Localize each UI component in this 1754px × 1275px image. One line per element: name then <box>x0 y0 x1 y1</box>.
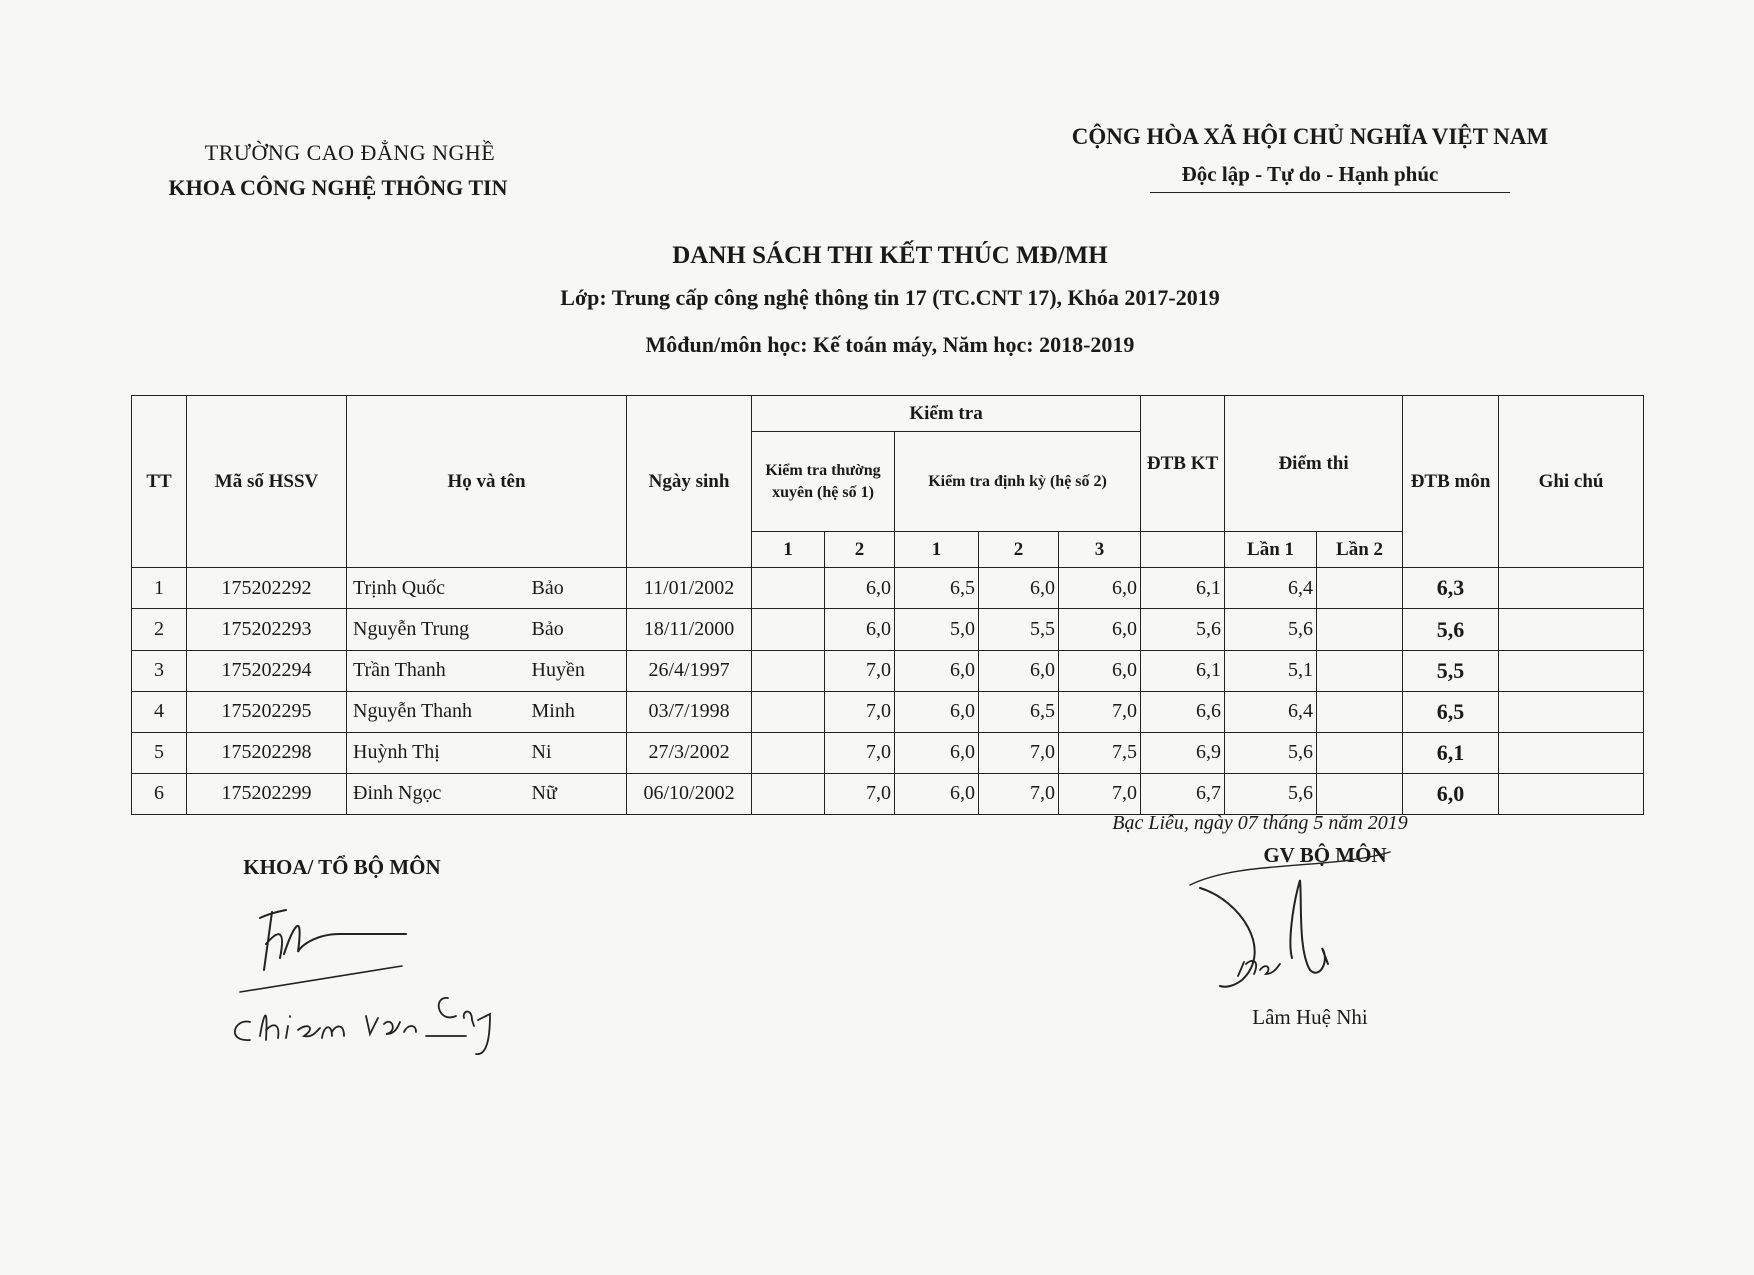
cell-birth-date: 03/7/1998 <box>627 691 752 732</box>
cell-first-name: Huyền <box>532 650 627 691</box>
cell-regular-1 <box>752 732 825 773</box>
cell-student-id: 175202294 <box>187 650 347 691</box>
grade-table <box>131 395 1644 815</box>
table-row <box>132 609 1644 650</box>
cell-note <box>1499 609 1644 650</box>
header-note: Ghi chú <box>1499 396 1644 568</box>
cell-birth-date: 26/4/1997 <box>627 650 752 691</box>
cell-student-id: 175202298 <box>187 732 347 773</box>
header-avg-subject: ĐTB môn <box>1403 396 1499 568</box>
header-attempt-2: Lần 2 <box>1317 532 1403 568</box>
cell-periodic-3: 7,0 <box>1059 691 1141 732</box>
cell-student-id: 175202295 <box>187 691 347 732</box>
cell-tt: 4 <box>132 691 187 732</box>
left-signer-title: KHOA/ TỔ BỘ MÔN <box>243 855 441 879</box>
document-title: DANH SÁCH THI KẾT THÚC MĐ/MH <box>672 242 1108 269</box>
table-row <box>132 568 1644 609</box>
cell-attempt-1: 5,1 <box>1225 650 1317 691</box>
cell-tt: 6 <box>132 773 187 814</box>
header-regular-2: 2 <box>825 532 895 568</box>
cell-avg-subject: 5,6 <box>1403 609 1499 650</box>
national-motto: Độc lập - Tự do - Hạnh phúc <box>1181 162 1439 186</box>
cell-avg-subject: 6,0 <box>1403 773 1499 814</box>
cell-periodic-3: 7,5 <box>1059 732 1141 773</box>
cell-attempt-2 <box>1317 691 1403 732</box>
left-signature <box>220 900 510 1060</box>
class-info: Lớp: Trung cấp công nghệ thông tin 17 (TC.CNT 17), Khóa 2017-2019 <box>560 285 1220 310</box>
motto-underline <box>1150 192 1510 193</box>
cell-avg-test: 6,1 <box>1141 650 1225 691</box>
cell-periodic-3: 6,0 <box>1059 650 1141 691</box>
header-full-name: Họ và tên <box>347 396 627 568</box>
cell-periodic-2: 6,0 <box>979 568 1059 609</box>
header-regular-test: Kiểm tra thường xuyên (hệ số 1) <box>752 432 895 532</box>
cell-birth-date: 06/10/2002 <box>627 773 752 814</box>
cell-regular-2: 7,0 <box>825 650 895 691</box>
cell-regular-2: 7,0 <box>825 732 895 773</box>
cell-note <box>1499 568 1644 609</box>
cell-periodic-1: 6,0 <box>895 691 979 732</box>
cell-attempt-2 <box>1317 568 1403 609</box>
cell-periodic-3: 7,0 <box>1059 773 1141 814</box>
right-signer-name: Lâm Huệ Nhi <box>1252 1005 1368 1029</box>
cell-note <box>1499 691 1644 732</box>
cell-first-name: Minh <box>532 691 627 732</box>
cell-regular-2: 7,0 <box>825 691 895 732</box>
faculty-name: KHOA CÔNG NGHỆ THÔNG TIN <box>168 175 508 200</box>
cell-avg-test: 6,6 <box>1141 691 1225 732</box>
cell-attempt-2 <box>1317 650 1403 691</box>
cell-periodic-3: 6,0 <box>1059 568 1141 609</box>
cell-attempt-1: 6,4 <box>1225 691 1317 732</box>
cell-avg-subject: 6,1 <box>1403 732 1499 773</box>
cell-periodic-1: 5,0 <box>895 609 979 650</box>
cell-tt: 3 <box>132 650 187 691</box>
table-row <box>132 650 1644 691</box>
cell-regular-2: 6,0 <box>825 568 895 609</box>
cell-tt: 1 <box>132 568 187 609</box>
cell-periodic-3: 6,0 <box>1059 609 1141 650</box>
cell-avg-subject: 6,5 <box>1403 691 1499 732</box>
cell-last-name: Nguyễn Trung <box>347 609 532 650</box>
cell-periodic-1: 6,0 <box>895 650 979 691</box>
header-attempt-1: Lần 1 <box>1225 532 1317 568</box>
cell-note <box>1499 773 1644 814</box>
cell-regular-2: 7,0 <box>825 773 895 814</box>
cell-avg-test: 6,7 <box>1141 773 1225 814</box>
cell-first-name: Ni <box>532 732 627 773</box>
cell-attempt-1: 6,4 <box>1225 568 1317 609</box>
cell-periodic-2: 5,5 <box>979 609 1059 650</box>
cell-note <box>1499 650 1644 691</box>
cell-regular-1 <box>752 773 825 814</box>
cell-last-name: Đinh Ngọc <box>347 773 532 814</box>
cell-attempt-1: 5,6 <box>1225 609 1317 650</box>
cell-avg-test: 6,1 <box>1141 568 1225 609</box>
cell-periodic-2: 6,5 <box>979 691 1059 732</box>
cell-avg-subject: 5,5 <box>1403 650 1499 691</box>
table-row <box>132 691 1644 732</box>
header-regular-1: 1 <box>752 532 825 568</box>
cell-last-name: Nguyễn Thanh <box>347 691 532 732</box>
republic-heading: CỘNG HÒA XÃ HỘI CHỦ NGHĨA VIỆT NAM <box>1071 124 1549 149</box>
cell-student-id: 175202299 <box>187 773 347 814</box>
cell-birth-date: 11/01/2002 <box>627 568 752 609</box>
header-tests: Kiểm tra <box>752 396 1141 432</box>
module-info: Môđun/môn học: Kế toán máy, Năm học: 2018-2019 <box>645 332 1135 357</box>
header-periodic-2: 2 <box>979 532 1059 568</box>
cell-regular-1 <box>752 691 825 732</box>
cell-last-name: Huỳnh Thị <box>347 732 532 773</box>
cell-birth-date: 27/3/2002 <box>627 732 752 773</box>
header-birth-date: Ngày sinh <box>627 396 752 568</box>
cell-attempt-1: 5,6 <box>1225 773 1317 814</box>
right-signer-title: GV BỘ MÔN <box>1263 843 1387 867</box>
cell-last-name: Trần Thanh <box>347 650 532 691</box>
header-periodic-3: 3 <box>1059 532 1141 568</box>
header-student-id: Mã số HSSV <box>187 396 347 568</box>
cell-student-id: 175202292 <box>187 568 347 609</box>
cell-periodic-1: 6,5 <box>895 568 979 609</box>
cell-tt: 2 <box>132 609 187 650</box>
header-avg-test-blank <box>1141 532 1225 568</box>
date-place-line: Bạc Liêu, ngày 07 tháng 5 năm 2019 <box>1112 812 1408 834</box>
cell-last-name: Trịnh Quốc <box>347 568 532 609</box>
cell-regular-1 <box>752 650 825 691</box>
cell-attempt-2 <box>1317 609 1403 650</box>
cell-note <box>1499 732 1644 773</box>
cell-attempt-2 <box>1317 773 1403 814</box>
cell-periodic-1: 6,0 <box>895 773 979 814</box>
cell-periodic-2: 6,0 <box>979 650 1059 691</box>
cell-periodic-2: 7,0 <box>979 773 1059 814</box>
header-tt: TT <box>132 396 187 568</box>
cell-first-name: Bảo <box>532 609 627 650</box>
header-avg-test: ĐTB KT <box>1141 396 1225 532</box>
cell-attempt-1: 5,6 <box>1225 732 1317 773</box>
cell-attempt-2 <box>1317 732 1403 773</box>
cell-avg-subject: 6,3 <box>1403 568 1499 609</box>
cell-avg-test: 6,9 <box>1141 732 1225 773</box>
table-row <box>132 732 1644 773</box>
cell-first-name: Nữ <box>532 773 627 814</box>
cell-birth-date: 18/11/2000 <box>627 609 752 650</box>
cell-avg-test: 5,6 <box>1141 609 1225 650</box>
right-signature <box>1180 840 1470 1010</box>
cell-periodic-1: 6,0 <box>895 732 979 773</box>
header-periodic-test: Kiểm tra định kỳ (hệ số 2) <box>895 432 1141 532</box>
cell-regular-1 <box>752 609 825 650</box>
cell-first-name: Bảo <box>532 568 627 609</box>
header-exam-score: Điểm thi <box>1225 396 1403 532</box>
cell-tt: 5 <box>132 732 187 773</box>
cell-regular-1 <box>752 568 825 609</box>
school-name: TRƯỜNG CAO ĐẲNG NGHỀ <box>204 140 496 165</box>
header-periodic-1: 1 <box>895 532 979 568</box>
cell-regular-2: 6,0 <box>825 609 895 650</box>
cell-periodic-2: 7,0 <box>979 732 1059 773</box>
cell-student-id: 175202293 <box>187 609 347 650</box>
table-row <box>132 773 1644 814</box>
